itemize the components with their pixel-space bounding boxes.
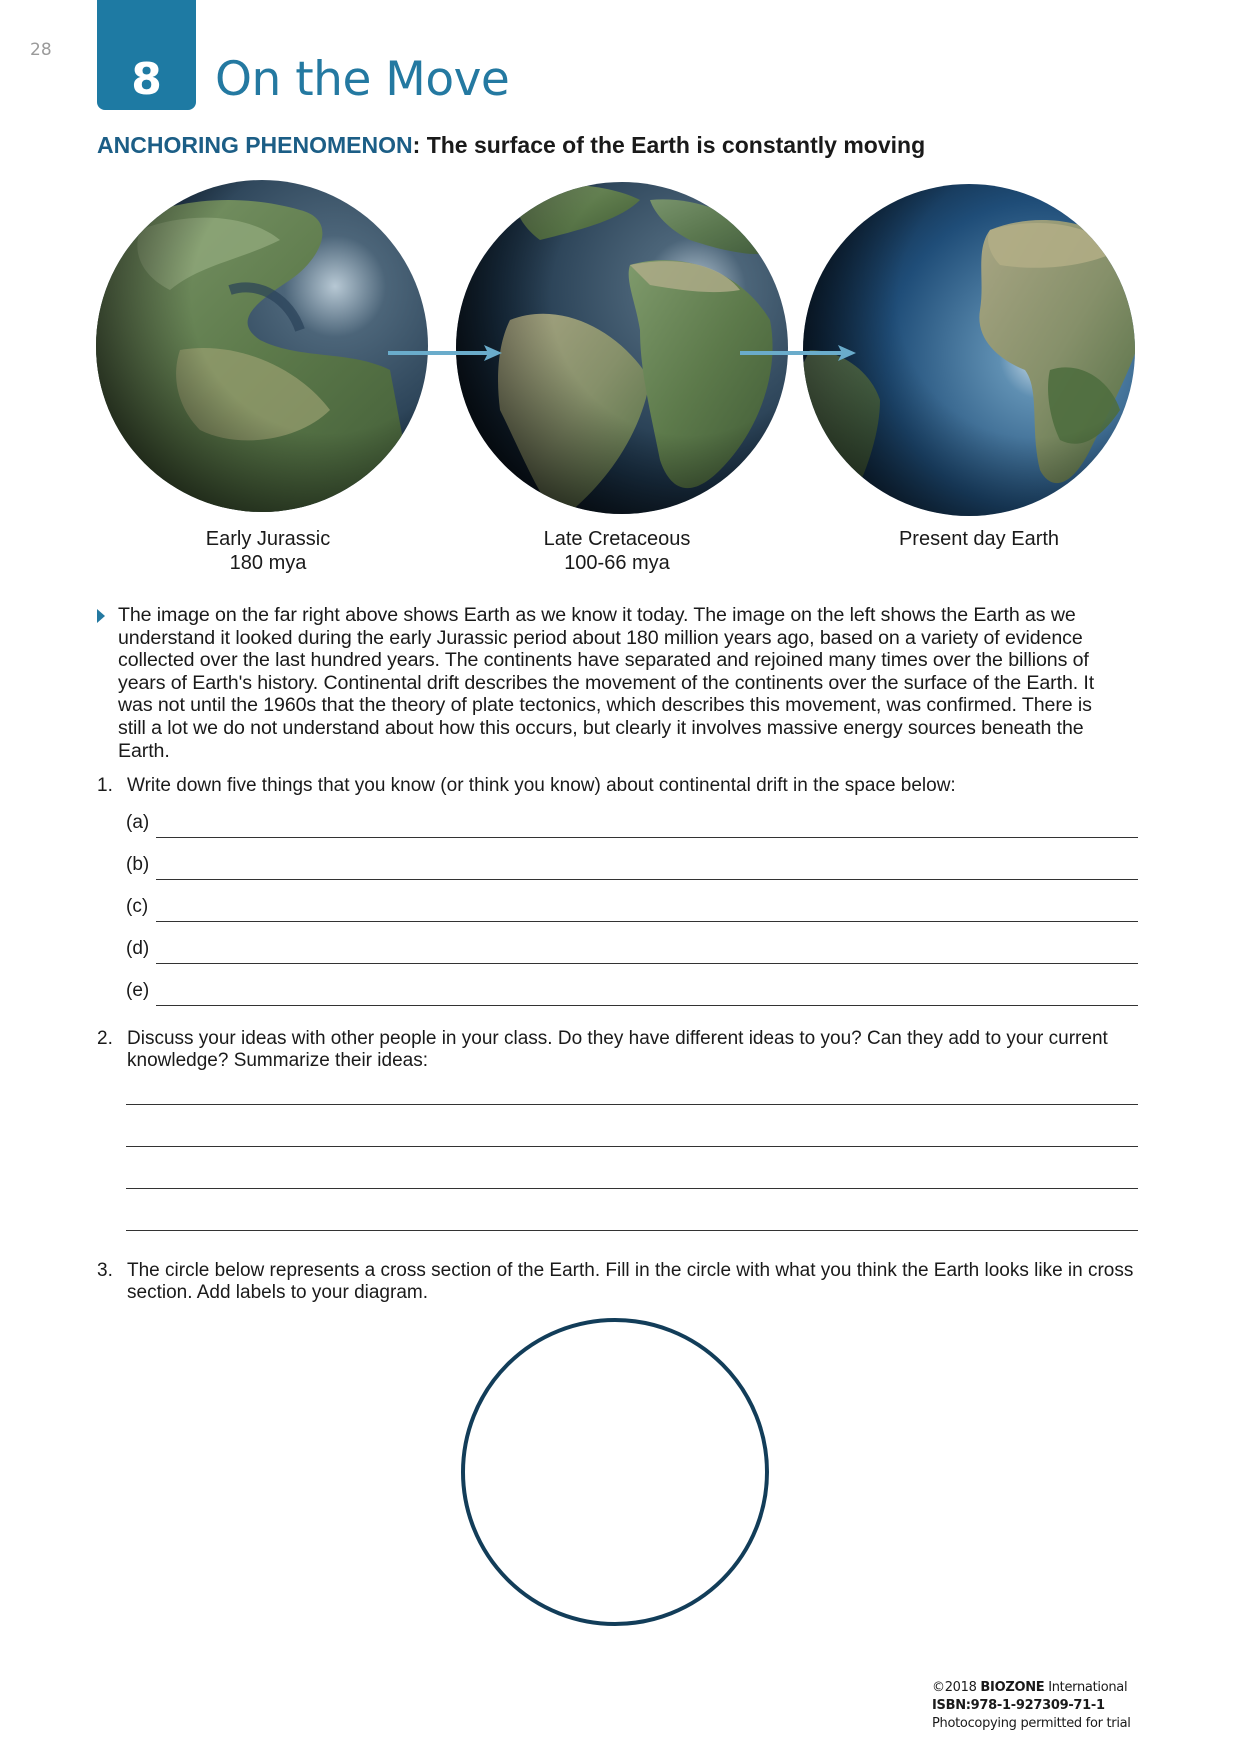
- answer-line[interactable]: [156, 837, 1138, 838]
- copyright-suffix: International: [1044, 1680, 1128, 1695]
- answer-row-a[interactable]: [126, 808, 1138, 838]
- anchoring-phenomenon: [97, 132, 925, 159]
- answer-label: (e): [126, 980, 150, 1001]
- answer-row-b[interactable]: [126, 850, 1138, 880]
- caption-label: Late Cretaceous: [543, 528, 691, 550]
- answer-line[interactable]: [156, 879, 1138, 880]
- cross-section-circle[interactable]: [461, 1318, 769, 1626]
- photocopy-note: Photocopying permitted for trial: [932, 1716, 1131, 1731]
- chapter-number-tab: 8: [97, 0, 196, 110]
- answer-line[interactable]: [126, 1230, 1138, 1231]
- answer-label: (b): [126, 854, 150, 875]
- globe-illustrations: [0, 170, 1241, 530]
- anchoring-statement: The surface of the Earth is constantly moving: [426, 132, 926, 158]
- anchoring-separator: :: [412, 132, 427, 158]
- question-text: Discuss your ideas with other people in your class. Do they have different ideas to you? Can they add to your current knowledge? Summarize their ideas:: [127, 1028, 1108, 1071]
- caption-sublabel: 100-66 mya: [564, 552, 670, 574]
- answer-row-c[interactable]: [126, 892, 1138, 922]
- anchoring-label: ANCHORING PHENOMENON: [97, 132, 413, 158]
- question-text: Write down five things that you know (or think you know) about continental drift in the space below:: [127, 775, 956, 796]
- intro-paragraph: The image on the far right above shows Earth as we know it today. The image on the left shows the Earth as we understand it looked during the early Jurassic period about 180 million years ago, based on a variety of evidence collected over the last hundred years. The continents have separated and rejoined many times over the billions of years of Earth's history. Continental drift describes the movement of the continents over the surface of the Earth. It was not until the 1960s that the theory of plate tectonics, which describes this movement, was confirmed. There is still a lot we do not understand about how this occurs, but clearly it involves massive energy sources beneath the Earth.: [118, 604, 1095, 762]
- caption-early-jurassic: [168, 527, 368, 575]
- copyright-prefix: ©2018: [932, 1680, 981, 1695]
- answer-line[interactable]: [156, 921, 1138, 922]
- page-number: 28: [30, 40, 52, 60]
- caption-sublabel: 180 mya: [229, 552, 307, 574]
- caption-late-cretaceous: [517, 527, 717, 575]
- answer-label: (c): [126, 896, 149, 917]
- answer-label: (a): [126, 812, 150, 833]
- question-number: 1.: [97, 775, 113, 796]
- bullet-triangle-icon: [97, 609, 105, 623]
- globe-present-day: [800, 184, 1140, 530]
- isbn: ISBN:978-1-927309-71-1: [932, 1698, 1105, 1713]
- globes-svg: [0, 170, 1241, 530]
- caption-label: Early Jurassic: [205, 528, 331, 550]
- answer-line[interactable]: [126, 1188, 1138, 1189]
- brand-name: BIOZONE: [980, 1680, 1045, 1695]
- answer-row-e[interactable]: [126, 976, 1138, 1006]
- answer-line[interactable]: [126, 1146, 1138, 1147]
- answer-line[interactable]: [126, 1104, 1138, 1105]
- chapter-title: On the Move: [215, 52, 510, 107]
- question-number: 3.: [97, 1260, 113, 1281]
- footer: [932, 1679, 1131, 1733]
- globe-late-cretaceous: [456, 182, 788, 520]
- caption-present-day: [869, 527, 1089, 551]
- question-text: The circle below represents a cross section of the Earth. Fill in the circle with what you think the Earth looks like in cross section. Add labels to your diagram.: [127, 1260, 1134, 1303]
- answer-line[interactable]: [156, 1005, 1138, 1006]
- answer-row-d[interactable]: [126, 934, 1138, 964]
- answer-label: (d): [126, 938, 150, 959]
- caption-label: Present day Earth: [898, 528, 1060, 550]
- globe-early-jurassic: [80, 180, 428, 530]
- answer-line[interactable]: [156, 963, 1138, 964]
- question-number: 2.: [97, 1028, 113, 1049]
